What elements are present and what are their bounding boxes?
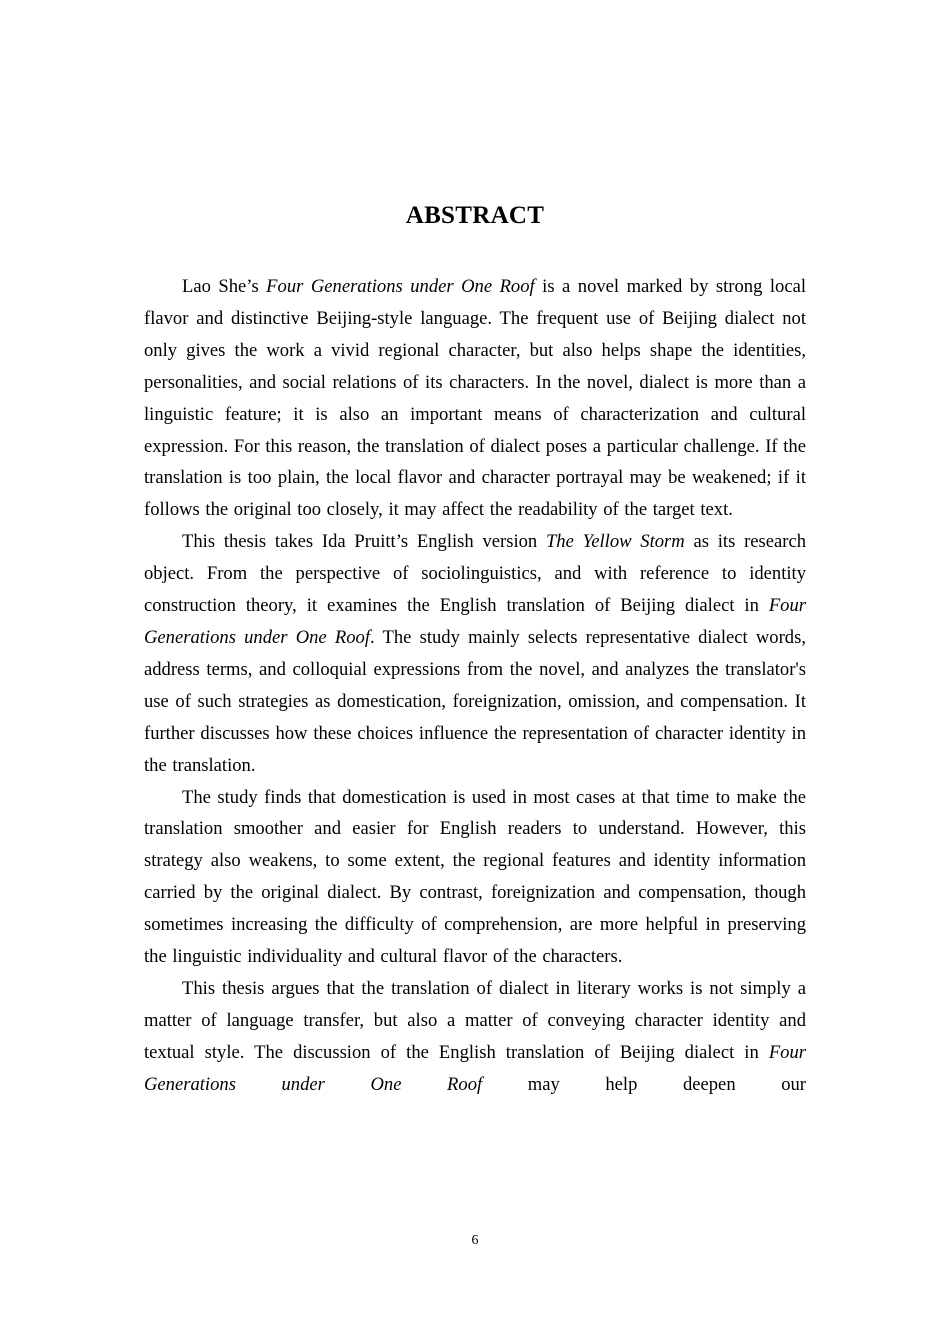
abstract-paragraph-4 xyxy=(144,973,806,1101)
abstract-paragraph-2 xyxy=(144,526,806,781)
paragraph-text: This thesis takes Ida Pruitt’s English version xyxy=(182,531,546,553)
paragraph-text: Lao She’s xyxy=(182,276,267,297)
novel-title-italic: Four Generations under One Roof xyxy=(266,276,535,297)
novel-title-italic: Four Generations under One Roof xyxy=(144,595,806,648)
paragraph-text: This thesis argues that the translation of dialect in literary works is not simply a matter of language transfer, but also a matter of conveying character identity and textual style. The discussion of the English translation of Beijing dialect in xyxy=(144,977,806,1063)
paragraph-text: as its research object. From the perspective of sociolinguistics, and with reference to identity construction theory, it examines the English translation of Beijing dialect in xyxy=(144,531,806,617)
abstract-paragraph-1 xyxy=(144,271,806,526)
abstract-title: ABSTRACT xyxy=(405,202,545,229)
novel-title-italic: Four Generations under One Roof xyxy=(144,1041,806,1095)
paragraph-text: may help deepen our xyxy=(482,1073,806,1095)
translation-title-italic: The Yellow Storm xyxy=(545,531,685,553)
abstract-body xyxy=(144,271,806,1101)
abstract-paragraph-3 xyxy=(144,782,806,973)
paragraph-text: is a novel marked by strong local flavor and distinctive Beijing-style language. The frequent use of Beijing dialect not only gives the work a vivid regional character, but also helps shape the identities, personalities, and social relations of its characters. In the novel, dialect is more than a linguistic feature; it is also an important means of characterization and cultural expression. For this reason, the translation of dialect poses a particular challenge. If the translation is too plain, the local flavor and character portrayal may be weakened; if it follows the original too closely, it may affect the readability of the target text. xyxy=(144,276,806,521)
paragraph-text: . The study mainly selects representative dialect words, address terms, and colloquial expressions from the novel, and analyzes the translator's use of such strategies as domestication, foreignization, omission, and compensation. It further discusses how these choices influence the representation of character identity in the translation. xyxy=(144,626,806,776)
paragraph-text: The study finds that domestication is used in most cases at that time to make the translation smoother and easier for English readers to understand. However, this strategy also weakens, to some extent, the regional features and identity information carried by the original dialect. By contrast, foreignization and compensation, though sometimes increasing the difficulty of comprehension, are more helpful in preserving the linguistic individuality and cultural flavor of the characters. xyxy=(144,786,806,968)
page-number: 6 xyxy=(471,1233,479,1248)
